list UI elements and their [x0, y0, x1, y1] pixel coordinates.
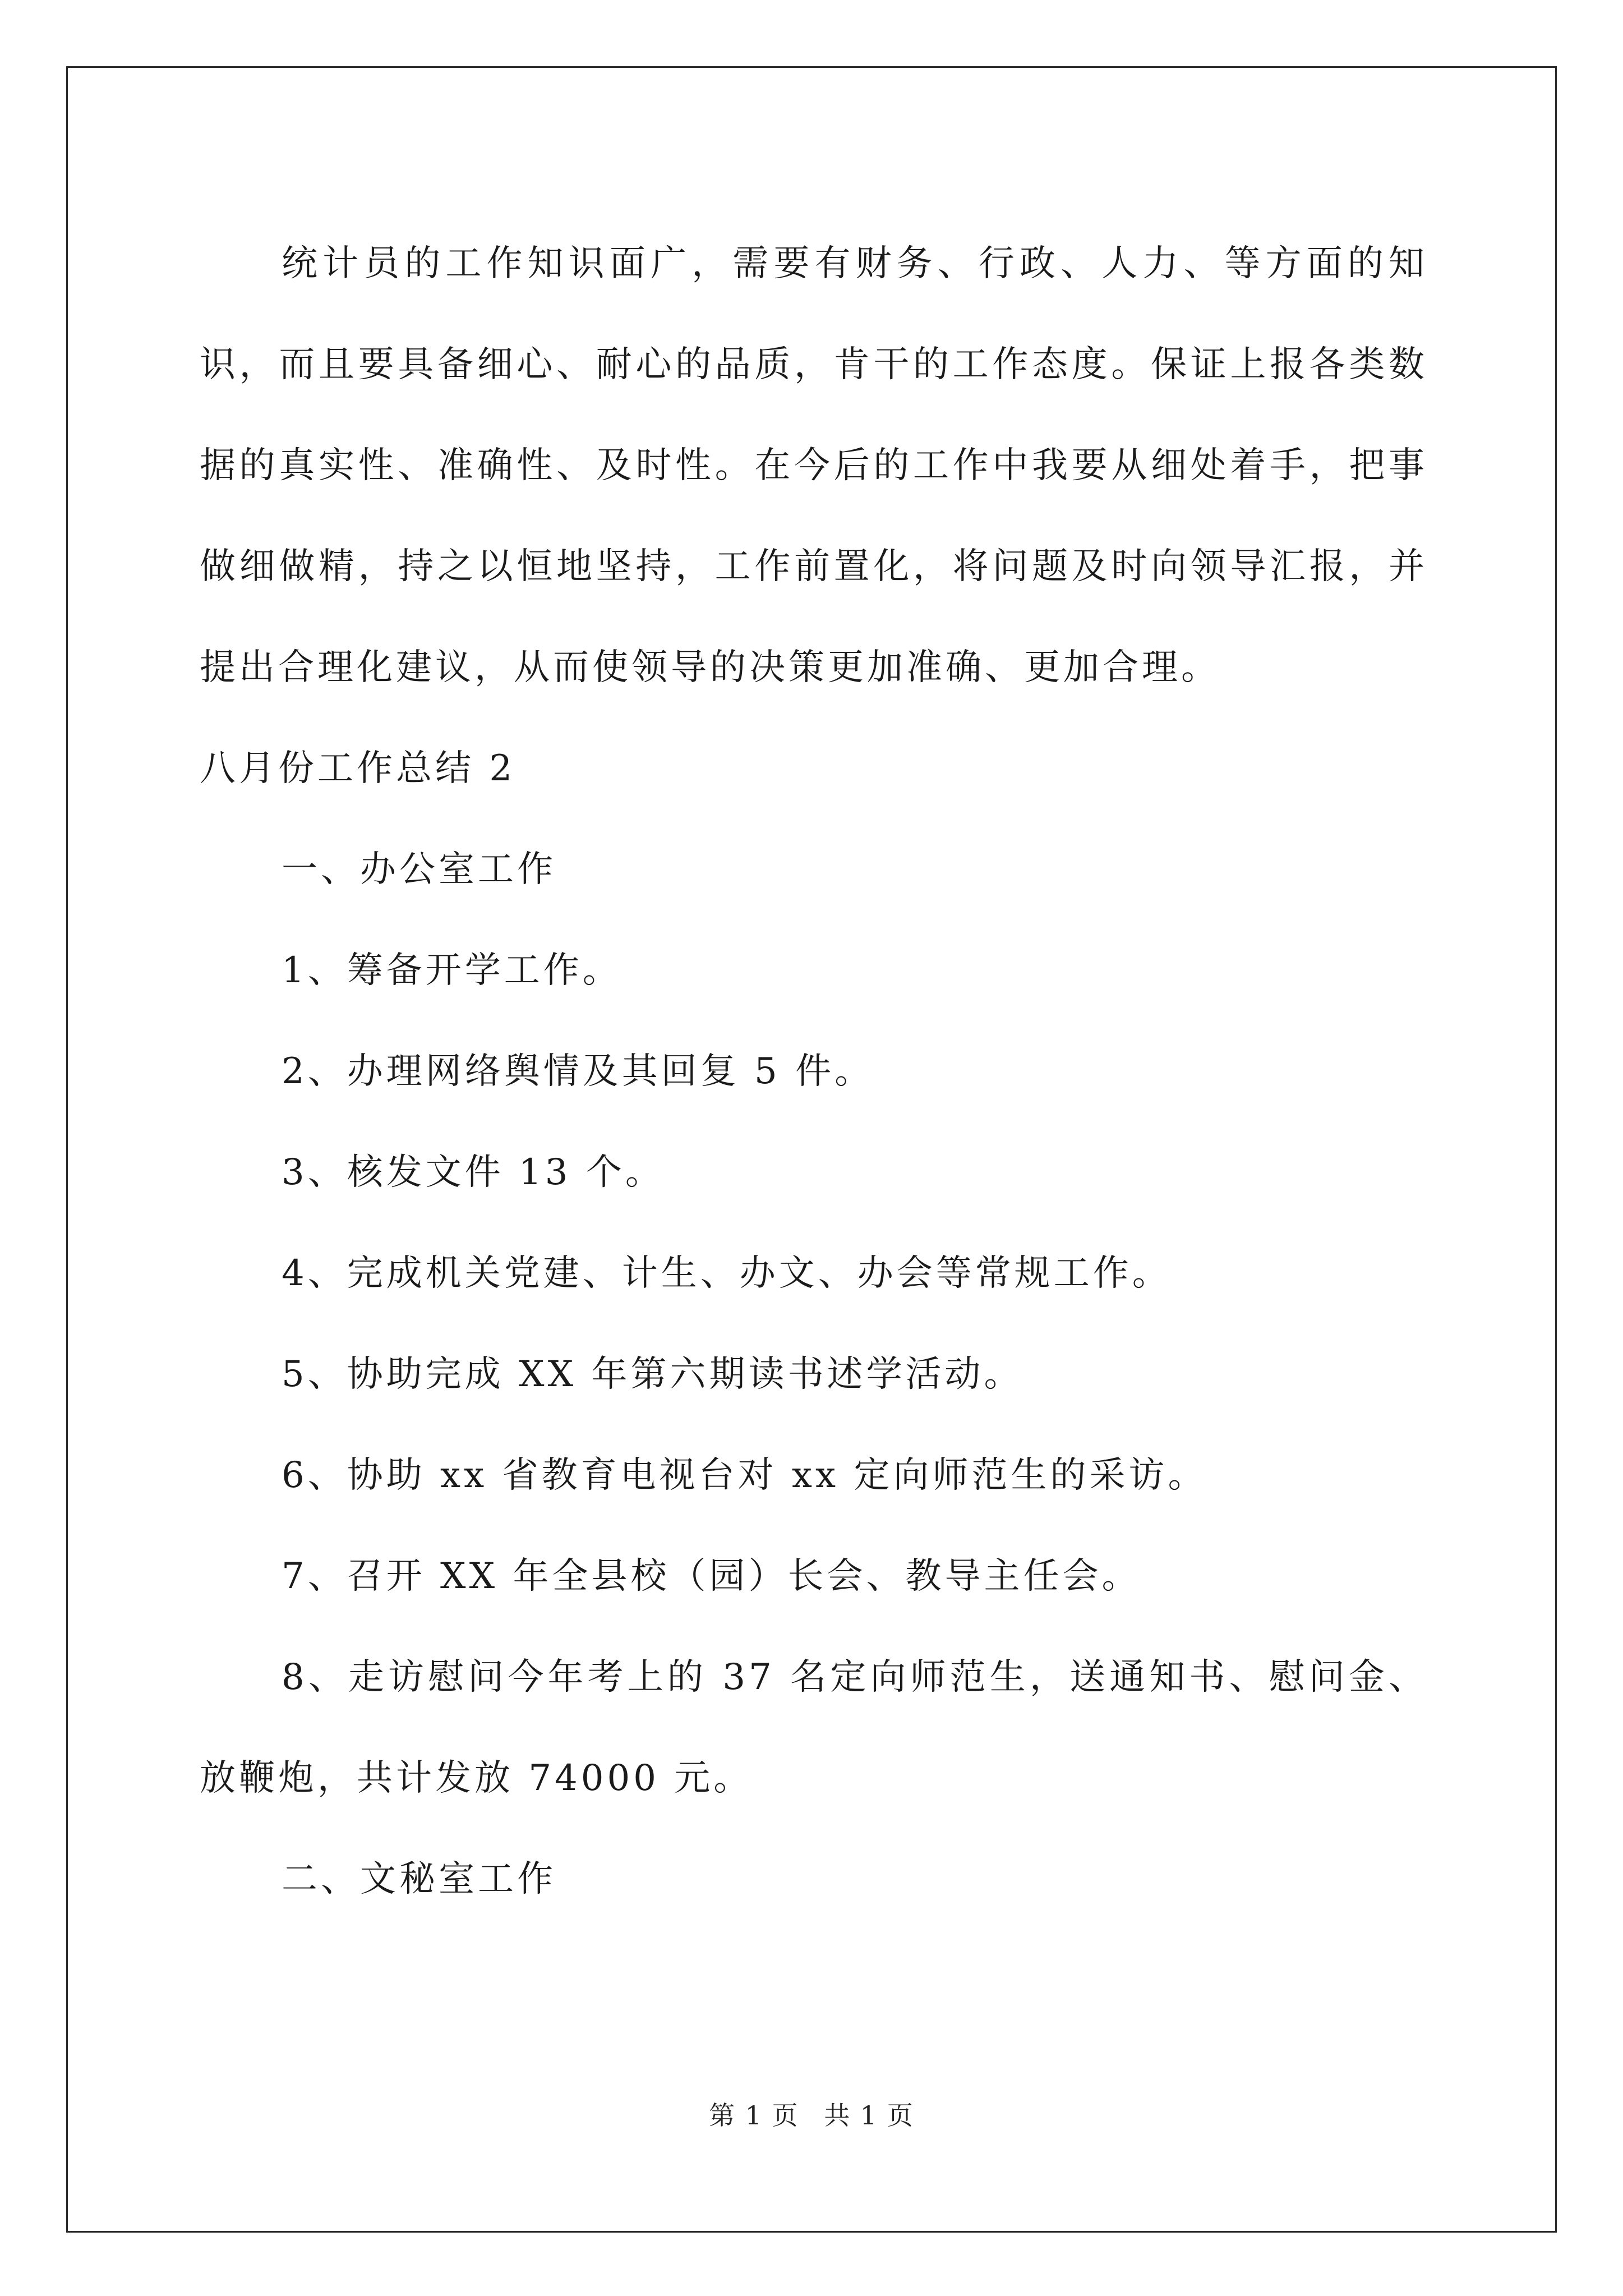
page-number-total: 共 1 页	[824, 2100, 914, 2131]
section-title-august-summary-2: 八月份工作总结 2	[200, 748, 516, 789]
document-body	[200, 213, 1428, 1930]
list-item-2: 2、办理网络舆情及其回复 5 件。	[282, 1051, 874, 1092]
list-item-3: 3、核发文件 13 个。	[282, 1152, 665, 1193]
heading-secretary-office-work: 二、文秘室工作	[282, 1858, 556, 1900]
paragraph-statistician-summary: 统计员的工作知识面广，需要有财务、行政、人力、等方面的知识，而且要具备细心、耐心的品质，肯干的工作态度。保证上报各类数据的真实性、准确性、及时性。在今后的工作中我要从细处着手，把事做细做精，持之以恒地坚持，工作前置化，将问题及时向领导汇报，并提出合理化建议，从而使领导的决策更加准确、更加合理。	[200, 243, 1428, 688]
list-item-6: 6、协助 xx 省教育电视台对 xx 定向师范生的采访。	[282, 1455, 1207, 1496]
list-item-5: 5、协助完成 XX 年第六期读书述学活动。	[282, 1354, 1023, 1395]
page-number-current: 第 1 页	[709, 2100, 799, 2131]
heading-office-work: 一、办公室工作	[282, 849, 556, 890]
list-item-8: 8、走访慰问今年考上的 37 名定向师范生，送通知书、慰问金、放鞭炮，共计发放 74000 元。	[200, 1657, 1428, 1799]
list-item-7: 7、召开 XX 年全县校（园）长会、教导主任会。	[282, 1556, 1141, 1597]
list-item-1: 1、筹备开学工作。	[282, 950, 622, 991]
page-footer	[0, 2095, 1623, 2132]
list-item-4: 4、完成机关党建、计生、办文、办会等常规工作。	[282, 1253, 1172, 1294]
